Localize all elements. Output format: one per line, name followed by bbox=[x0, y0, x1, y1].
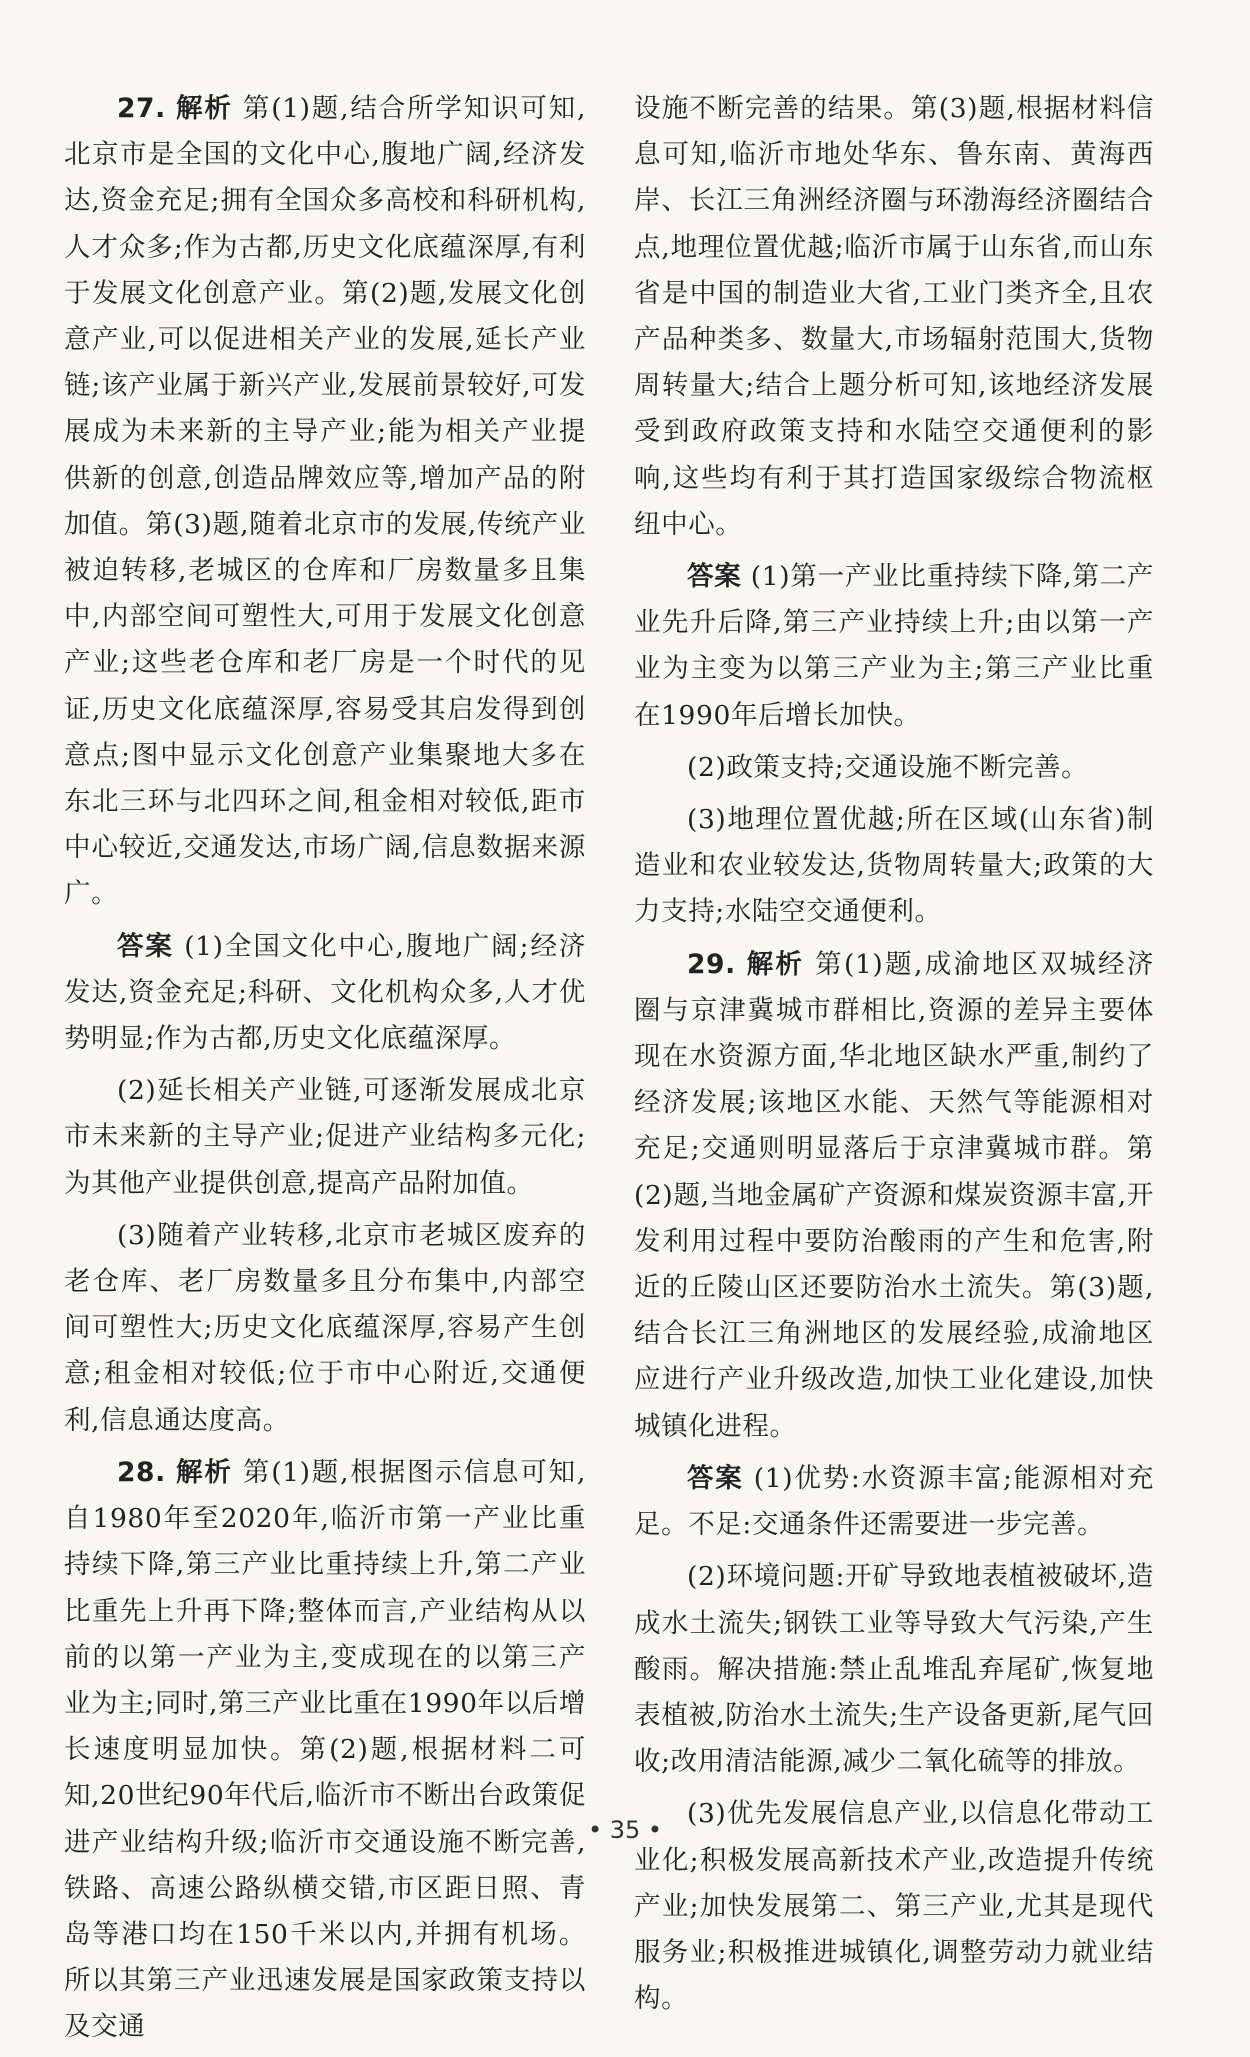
q27-answer-1 bbox=[64, 924, 586, 1063]
q28-analysis-continued: 设施不断完善的结果。第(3)题,根据材料信息可知,临沂市地处华东、鲁东南、黄海西岸、长江三角洲经济圈与环渤海经济圈结合点,地理位置优越;临沂市属于山东省,而山东省是中国的制造业大省,工业门类齐全,且农产品种类多、数量大,市场辐射范围大,货物周转量大;结合上题分析可知,该地经济发展受到政府政策支持和水陆空交通便利的影响,这些均有利于其打造国家级综合物流枢纽中心。 bbox=[634, 93, 1154, 540]
right-column bbox=[634, 86, 1154, 2028]
q29-answer-3: (3)优先发展信息产业,以信息化带动工业化;积极发展高新技术产业,改造提升传统产业;加快发展第二、第三产业,尤其是现代服务业;积极推进城镇化,调整劳动力就业结构。 bbox=[634, 1798, 1154, 2015]
question-number: 29. bbox=[687, 948, 736, 980]
q29-answer-1 bbox=[634, 1456, 1154, 1548]
answer-tag: 答案 bbox=[117, 930, 174, 962]
answer-text: (1)全国文化中心,腹地广阔;经济发达,资金充足;科研、文化机构众多,人才优势明显;作为古都,历史文化底蕴深厚。 bbox=[64, 930, 586, 1055]
q27-answer-2: (2)延长相关产业链,可逐渐发展成北京市未来新的主导产业;促进产业结构多元化;为其他产业提供创意,提高产品附加值。 bbox=[64, 1075, 586, 1199]
q28-answer-3: (3)地理位置优越;所在区域(山东省)制造业和农业较发达,货物周转量大;政策的大力支持;水陆空交通便利。 bbox=[634, 804, 1154, 928]
q28-answer-1 bbox=[634, 554, 1154, 739]
question-number: 28. bbox=[117, 1456, 166, 1488]
analysis-text: 第(1)题,根据图示信息可知,自1980年至2020年,临沂市第一产业比重持续下降,第三产业比重持续上升,第二产业比重先上升再下降;整体而言,产业结构从以前的以第一产业为主,变成现在的以第三产业为主;同时,第三产业比重在1990年以后增长速度明显加快。第(2)题,根据材料二可知,20世纪90年代后,临沂市不断出台政策促进产业结构升级;临沂市交通设施不断完善,铁路、高速公路纵横交错,市区距日照、青岛等港口均在150千米以内,并拥有机场。所以其第三产业迅速发展是国家政策支持以及交通 bbox=[64, 1456, 586, 2043]
analysis-text: 第(1)题,结合所学知识可知,北京市是全国的文化中心,腹地广阔,经济发达,资金充足;拥有全国众多高校和科研机构,人才众多;作为古都,历史文化底蕴深厚,有利于发展文化创意产业。第(2)题,发展文化创意产业,可以促进相关产业的发展,延长产业链;该产业属于新兴产业,发展前景较好,可发展成为未来新的主导产业;能为相关产业提供新的创意,创造品牌效应等,增加产品的附加值。第(3)题,随着北京市的发展,传统产业被迫转移,老城区的仓库和厂房数量多且集中,内部空间可塑性大,可用于发展文化创意产业;这些老仓库和老厂房是一个时代的见证,历史文化底蕴深厚,容易受其启发得到创意点;图中显示文化创意产业集聚地大多在东北三环与北四环之间,租金相对较低,距市中心较近,交通发达,市场广阔,信息数据来源广。 bbox=[64, 93, 586, 910]
analysis-tag: 解析 bbox=[176, 1456, 233, 1488]
page-number: • 35 • bbox=[587, 1816, 663, 1844]
q27-answer-3: (3)随着产业转移,北京市老城区废弃的老仓库、老厂房数量多且分布集中,内部空间可塑性大;历史文化底蕴深厚,容易产生创意;租金相对较低;位于市中心附近,交通便利,信息通达度高。 bbox=[64, 1219, 586, 1436]
answer-tag: 答案 bbox=[687, 1462, 744, 1494]
question-number: 27. bbox=[117, 93, 166, 124]
q27-analysis bbox=[64, 86, 586, 918]
analysis-text: 第(1)题,成渝地区双城经济圈与京津冀城市群相比,资源的差异主要体现在水资源方面,华北地区缺水严重,制约了经济发展;该地区水能、天然气等能源相对充足;交通则明显落后于京津冀城市群。第(2)题,当地金属矿产资源和煤炭资源丰富,开发利用过程中要防治酸雨的产生和危害,附近的丘陵山区还要防治水土流失。第(3)题,结合长江三角洲地区的发展经验,成渝地区应进行产业升级改造,加快工业化建设,加快城镇化进程。 bbox=[634, 948, 1154, 1442]
answer-tag: 答案 bbox=[687, 561, 742, 593]
q28-analysis bbox=[64, 1450, 586, 2051]
analysis-tag: 解析 bbox=[746, 948, 805, 980]
answer-text: (1)优势:水资源丰富;能源相对充足。不足:交通条件还需要进一步完善。 bbox=[634, 1462, 1155, 1541]
analysis-tag: 解析 bbox=[176, 93, 233, 124]
left-column bbox=[64, 86, 586, 2057]
q29-answer-2: (2)环境问题:开矿导致地表植被破坏,造成水土流失;钢铁工业等导致大气污染,产生酸雨。解决措施:禁止乱堆乱弃尾矿,恢复地表植被,防治水土流失;生产设备更新,尾气回收;改用清洁能源,减少二氧化硫等的排放。 bbox=[634, 1561, 1154, 1778]
q28-answer-2: (2)政策支持;交通设施不断完善。 bbox=[687, 751, 1089, 783]
q29-analysis bbox=[634, 942, 1154, 1450]
answer-text: (1)第一产业比重持续下降,第二产业先升后降,第三产业持续上升;由以第一产业为主变为以第三产业为主;第三产业比重在1990年后增长加快。 bbox=[634, 561, 1155, 731]
